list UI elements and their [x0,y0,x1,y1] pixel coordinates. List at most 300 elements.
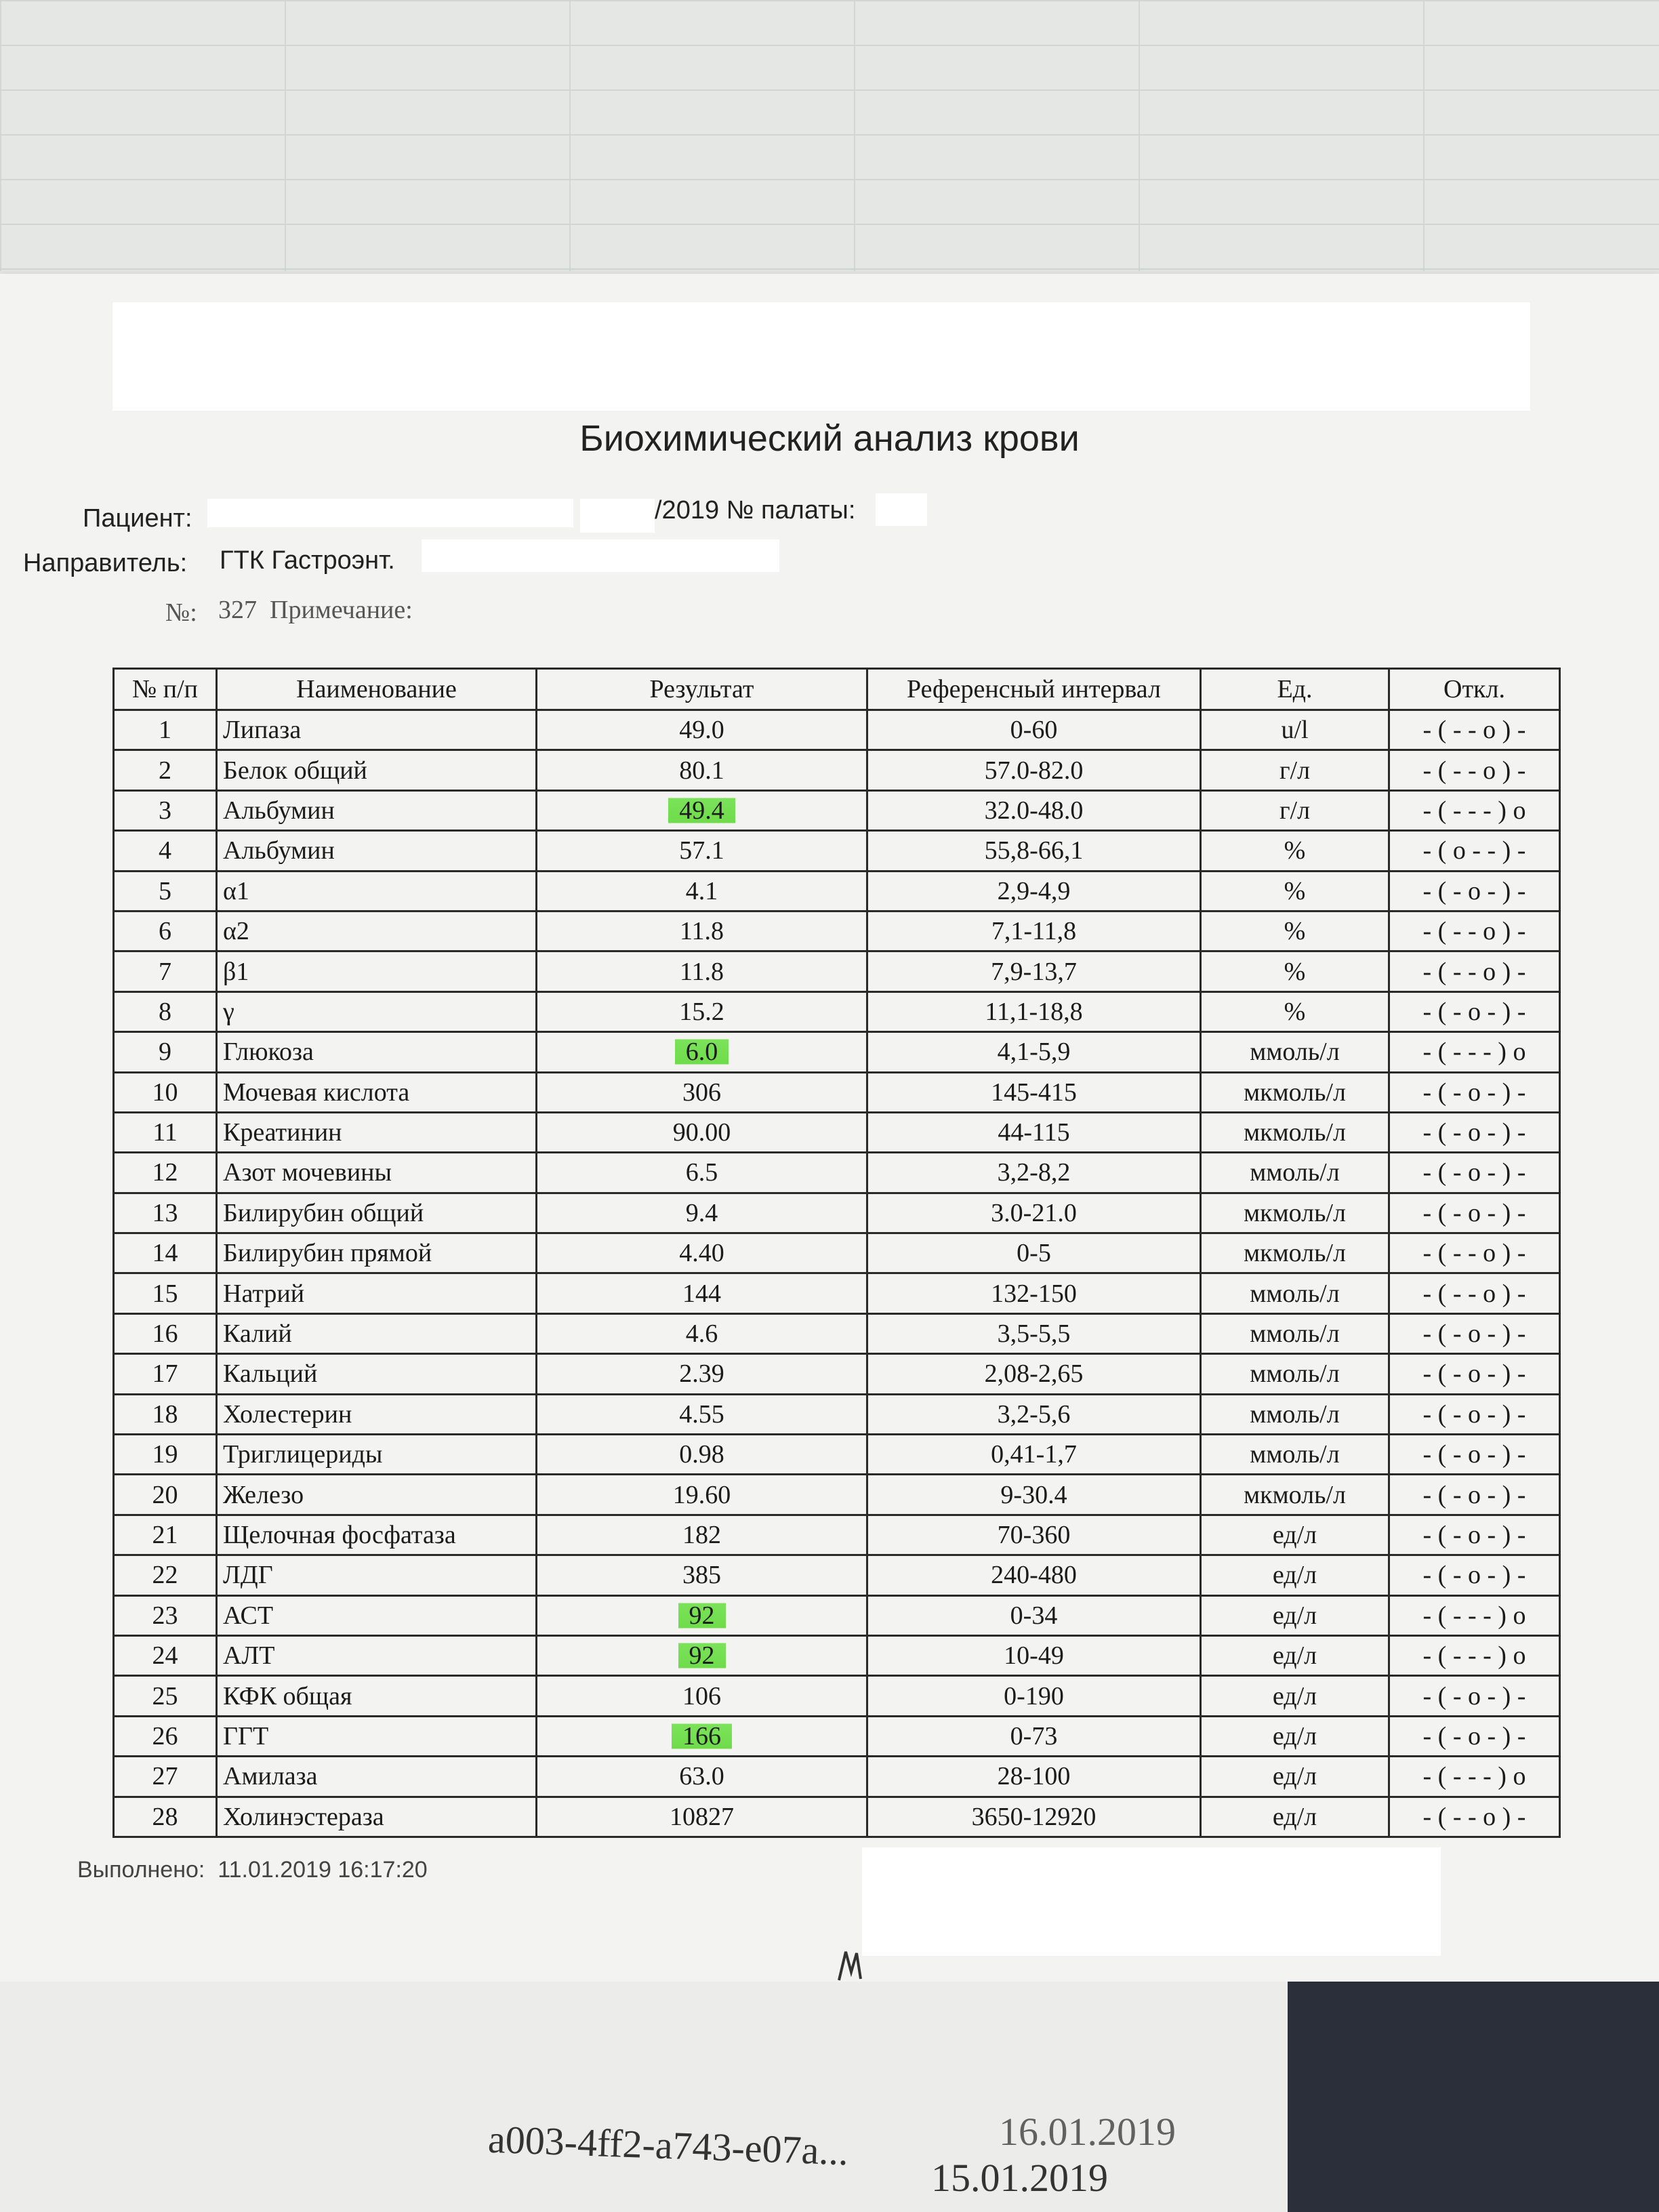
row-unit-cell [1201,831,1389,871]
row-number: 7 [159,957,171,986]
row-number: 4 [159,836,171,865]
row-deviation: - ( - о - ) - [1422,1198,1526,1227]
row-number-cell [114,1112,217,1152]
row-name: α2 [223,917,249,946]
row-name: Альбумин [223,836,335,865]
row-name-cell [217,1635,537,1675]
row-name: ЛДГ [223,1561,273,1590]
row-reference-cell [867,1153,1201,1193]
row-number-cell [114,790,217,830]
row-reference-cell [867,1716,1201,1756]
row-number: 17 [152,1359,178,1389]
row-deviation-cell [1389,790,1560,830]
row-reference-cell [867,1676,1201,1716]
row-result: 49.0 [679,716,724,745]
row-result-cell [537,1112,867,1152]
row-result-cell [537,1676,867,1716]
row-reference: 2,08-2,65 [984,1359,1084,1389]
row-name-cell [217,790,537,830]
table-row [114,1515,1560,1555]
row-result-cell [537,1635,867,1675]
row-reference: 0,41-1,7 [991,1440,1077,1469]
row-result: 11.8 [679,917,724,946]
row-number-cell [114,1273,217,1313]
row-result: 10827 [670,1802,734,1831]
row-unit-cell [1201,1032,1389,1072]
row-result: 9.4 [685,1198,718,1227]
row-reference-cell [867,1072,1201,1112]
row-name-cell [217,1354,537,1394]
row-deviation: - ( - о - ) - [1422,1319,1526,1349]
row-result-cell [537,871,867,911]
row-reference: 10-49 [1004,1641,1064,1671]
row-deviation-cell [1389,1475,1560,1515]
row-number-cell [114,831,217,871]
row-deviation: - ( - о - ) - [1422,1158,1526,1187]
row-deviation: - ( - о - ) - [1422,1721,1526,1750]
row-reference: 32.0-48.0 [984,796,1084,825]
row-unit: ед/л [1272,1601,1317,1630]
row-deviation-cell [1389,991,1560,1031]
row-unit: ммоль/л [1250,1440,1340,1469]
redacted-referrer [422,539,779,572]
row-reference-cell [867,1394,1201,1434]
row-result: 92 [678,1641,726,1670]
redacted-header [112,302,1530,411]
row-deviation: - ( - о - ) - [1422,876,1526,905]
row-result: 4.40 [679,1239,724,1268]
header-unit: Ед. [1201,669,1389,710]
header-reference: Референсный интервал [867,669,1201,710]
row-deviation-cell [1389,1635,1560,1675]
row-result-cell [537,951,867,991]
row-name-cell [217,1112,537,1152]
table-row [114,1233,1560,1273]
row-number: 12 [152,1158,178,1187]
row-name-cell [217,1313,537,1353]
row-name-cell [217,911,537,951]
row-result: 92 [678,1601,726,1630]
lower-sheet-date-2: 16.01.2019 [999,2110,1176,2154]
row-unit-cell [1201,951,1389,991]
number-value: 327 [218,596,257,624]
row-number: 23 [152,1601,178,1630]
table-row [114,1716,1560,1756]
row-name-cell [217,1595,537,1635]
row-name: Натрий [223,1279,305,1308]
row-deviation-cell [1389,1354,1560,1394]
row-reference: 3,5-5,5 [997,1319,1071,1349]
table-row [114,750,1560,790]
row-deviation-cell [1389,1193,1560,1233]
row-reference-cell [867,1555,1201,1595]
table-row [114,1595,1560,1635]
row-deviation-cell [1389,1032,1560,1072]
row-name-cell [217,831,537,871]
row-deviation: - ( - о - ) - [1422,1521,1526,1549]
completed-timestamp [77,1857,428,1883]
row-reference: 57.0-82.0 [984,756,1084,785]
row-reference: 0-190 [1004,1681,1064,1711]
row-number-cell [114,1757,217,1797]
row-result: 0.98 [679,1440,724,1469]
row-deviation-cell [1389,1757,1560,1797]
row-name: Кальций [223,1359,318,1389]
row-unit-cell [1201,991,1389,1031]
row-reference: 70-360 [997,1521,1071,1549]
row-deviation-cell [1389,831,1560,871]
row-deviation: - ( о - - ) - [1422,836,1526,865]
row-number-cell [114,871,217,911]
row-result: 90.00 [672,1118,731,1147]
row-result: 15.2 [679,997,724,1026]
row-unit-cell [1201,1555,1389,1595]
row-number-cell [114,1032,217,1072]
row-reference-cell [867,1032,1201,1072]
page-title: Биохимический анализ крови [579,418,1080,459]
row-deviation-cell [1389,1153,1560,1193]
row-number-cell [114,1354,217,1394]
row-unit-cell [1201,911,1389,951]
row-name-cell [217,951,537,991]
row-number-cell [114,1595,217,1635]
row-unit-cell [1201,710,1389,750]
row-reference-cell [867,911,1201,951]
row-deviation-cell [1389,750,1560,790]
row-reference: 0-73 [1010,1721,1058,1750]
row-unit: ммоль/л [1250,1158,1340,1187]
row-reference: 3.0-21.0 [991,1198,1077,1227]
row-result-cell [537,1716,867,1756]
redacted-signature-block [862,1847,1441,1956]
row-reference-cell [867,1273,1201,1313]
table-row [114,1475,1560,1515]
row-unit: ед/л [1272,1521,1317,1549]
row-unit: % [1284,957,1306,986]
row-name-cell [217,1193,537,1233]
row-reference: 240-480 [991,1561,1077,1590]
table-row [114,1032,1560,1072]
row-unit: мкмоль/л [1244,1239,1346,1268]
row-unit: ммоль/л [1250,1038,1340,1067]
row-unit-cell [1201,1193,1389,1233]
row-reference: 2,9-4,9 [997,876,1071,905]
row-result: 63.0 [679,1762,724,1791]
row-reference-cell [867,1193,1201,1233]
row-deviation-cell [1389,1273,1560,1313]
row-result: 6.0 [675,1038,729,1066]
row-number: 19 [152,1440,178,1469]
row-deviation-cell [1389,871,1560,911]
row-deviation: - ( - - о ) - [1422,1239,1526,1268]
table-row [114,1676,1560,1716]
row-reference: 4,1-5,9 [997,1038,1071,1067]
row-number-cell [114,1153,217,1193]
table-row [114,1072,1560,1112]
row-result-cell [537,991,867,1031]
row-unit-cell [1201,1757,1389,1797]
row-name: Белок общий [223,756,367,785]
row-result-cell [537,1757,867,1797]
row-number: 10 [152,1078,178,1107]
row-number: 9 [159,1038,171,1067]
row-unit-cell [1201,1635,1389,1675]
row-number-cell [114,710,217,750]
row-reference-cell [867,710,1201,750]
row-unit-cell [1201,1233,1389,1273]
row-number: 26 [152,1721,178,1750]
row-reference-cell [867,1797,1201,1837]
row-name: Билирубин общий [223,1198,424,1227]
row-unit: u/l [1281,716,1309,745]
row-number-cell [114,750,217,790]
row-unit-cell [1201,871,1389,911]
row-name-cell [217,1797,537,1837]
row-unit: ед/л [1272,1641,1317,1671]
row-result-cell [537,1475,867,1515]
row-result: 144 [682,1279,721,1308]
row-unit: г/л [1279,796,1311,825]
table-row [114,871,1560,911]
row-deviation: - ( - о - ) - [1422,1480,1526,1509]
row-result-cell [537,750,867,790]
row-deviation-cell [1389,951,1560,991]
row-deviation-cell [1389,1555,1560,1595]
row-unit: % [1284,997,1306,1026]
row-unit-cell [1201,1394,1389,1434]
row-result-cell [537,1233,867,1273]
row-deviation-cell [1389,1515,1560,1555]
row-deviation-cell [1389,1797,1560,1837]
row-unit: ед/л [1272,1762,1317,1791]
table-row [114,1354,1560,1394]
row-reference-cell [867,1595,1201,1635]
row-name: ГГТ [223,1721,269,1750]
row-reference-cell [867,1475,1201,1515]
row-number: 28 [152,1802,178,1831]
row-result-cell [537,1515,867,1555]
row-number-cell [114,1394,217,1434]
table-row [114,1635,1560,1675]
row-result: 4.6 [685,1319,718,1349]
row-name-cell [217,1273,537,1313]
row-unit: ммоль/л [1250,1279,1340,1308]
header-name: Наименование [217,669,537,710]
row-number: 5 [159,876,171,905]
row-result: 166 [672,1722,732,1750]
row-deviation: - ( - о - ) - [1422,1118,1526,1147]
row-deviation: - ( - о - ) - [1422,1399,1526,1429]
row-number-cell [114,991,217,1031]
row-name: КФК общая [223,1681,352,1711]
row-result-cell [537,1394,867,1434]
row-number-cell [114,1716,217,1756]
row-reference-cell [867,1313,1201,1353]
table-row [114,951,1560,991]
row-unit-cell [1201,1716,1389,1756]
table-row [114,1153,1560,1193]
row-name: Альбумин [223,796,335,825]
table-row [114,991,1560,1031]
row-result: 306 [682,1078,721,1107]
row-deviation-cell [1389,1676,1560,1716]
row-deviation: - ( - о - ) - [1422,1681,1526,1711]
row-unit-cell [1201,1595,1389,1635]
redacted-patient-date [580,499,655,533]
referrer-value: ГТК Гастроэнт. [220,546,395,575]
row-name: Амилаза [223,1762,318,1791]
row-result-cell [537,831,867,871]
row-name: Холестерин [223,1399,352,1429]
row-unit: мкмоль/л [1244,1198,1346,1227]
row-reference: 9-30.4 [1000,1480,1067,1509]
row-number: 20 [152,1480,178,1509]
row-name: Холинэстераза [223,1802,384,1831]
row-deviation: - ( - - - ) о [1422,796,1526,825]
patient-label: Пациент: [83,504,192,533]
row-reference-cell [867,991,1201,1031]
table-row [114,1273,1560,1313]
row-number-cell [114,1233,217,1273]
row-unit-cell [1201,1112,1389,1152]
header-number: № п/п [114,669,217,710]
row-number: 3 [159,796,171,825]
row-reference-cell [867,1112,1201,1152]
lower-sheet-text: a003-4ff2-a743-e07a... [487,2116,849,2174]
row-deviation: - ( - - - ) о [1422,1762,1526,1791]
row-deviation: - ( - - о ) - [1422,1279,1526,1308]
row-deviation: - ( - - о ) - [1422,716,1526,745]
row-name: Калий [223,1319,292,1349]
row-number-cell [114,1515,217,1555]
note-label: Примечание: [270,596,413,624]
signature-mark [834,1945,874,1986]
row-unit-cell [1201,1354,1389,1394]
row-reference-cell [867,871,1201,911]
row-number-cell [114,1635,217,1675]
row-unit-cell [1201,1072,1389,1112]
table-row [114,831,1560,871]
row-name-cell [217,1515,537,1555]
row-unit-cell [1201,1515,1389,1555]
row-result: 49.4 [668,796,735,825]
table-row [114,1313,1560,1353]
row-deviation-cell [1389,1716,1560,1756]
row-reference-cell [867,1435,1201,1475]
row-number-cell [114,951,217,991]
row-number: 2 [159,756,171,785]
row-unit: ед/л [1272,1561,1317,1590]
row-result: 4.55 [679,1399,724,1429]
row-result-cell [537,1193,867,1233]
table-body [114,710,1560,1837]
row-unit-cell [1201,1475,1389,1515]
row-name: Щелочная фосфатаза [223,1521,456,1549]
row-reference-cell [867,1233,1201,1273]
number-label: №: [165,598,197,627]
row-name-cell [217,1716,537,1756]
row-reference: 7,9-13,7 [991,957,1077,986]
row-unit: мкмоль/л [1244,1480,1346,1509]
table-row [114,1797,1560,1837]
row-name-cell [217,1475,537,1515]
row-result: 19.60 [672,1480,731,1509]
row-number-cell [114,1435,217,1475]
row-reference: 7,1-11,8 [991,917,1077,946]
row-reference: 11,1-18,8 [985,997,1083,1026]
row-unit: мкмоль/л [1244,1118,1346,1147]
row-name: α1 [223,876,249,905]
row-name-cell [217,1757,537,1797]
row-number-cell [114,1313,217,1353]
row-deviation-cell [1389,1313,1560,1353]
row-reference: 145-415 [991,1078,1077,1107]
row-name-cell [217,710,537,750]
row-name: АСТ [223,1601,274,1630]
row-name-cell [217,1072,537,1112]
row-name-cell [217,1555,537,1595]
row-deviation: - ( - о - ) - [1422,1440,1526,1469]
row-result-cell [537,1313,867,1353]
row-reference: 55,8-66,1 [984,836,1084,865]
row-name: Креатинин [223,1118,342,1147]
table-row [114,790,1560,830]
row-number-cell [114,1475,217,1515]
row-number: 11 [152,1118,178,1147]
row-reference-cell [867,951,1201,991]
row-deviation-cell [1389,1072,1560,1112]
header-result: Результат [537,669,867,710]
row-number: 22 [152,1561,178,1590]
row-number: 27 [152,1762,178,1791]
row-deviation: - ( - - о ) - [1422,756,1526,785]
row-result-cell [537,1273,867,1313]
referrer-label: Направитель: [23,549,188,577]
row-deviation-cell [1389,1595,1560,1635]
row-unit-cell [1201,1676,1389,1716]
row-result: 6.5 [685,1158,718,1187]
row-number: 18 [152,1399,178,1429]
row-reference: 28-100 [997,1762,1071,1791]
row-unit: ед/л [1272,1802,1317,1831]
results-table [112,668,1561,1838]
row-number-cell [114,1676,217,1716]
row-result-cell [537,1354,867,1394]
table-header-row [114,669,1560,710]
row-name: Железо [223,1480,304,1509]
row-name-cell [217,1233,537,1273]
row-name: Липаза [223,716,302,745]
row-unit: г/л [1279,756,1311,785]
row-number: 13 [152,1198,178,1227]
row-reference: 132-150 [991,1279,1077,1308]
row-result-cell [537,1072,867,1112]
row-name: Мочевая кислота [223,1078,410,1107]
table-row [114,1193,1560,1233]
row-deviation-cell [1389,1394,1560,1434]
row-result: 57.1 [679,836,724,865]
row-number: 8 [159,997,171,1026]
row-number: 14 [152,1239,178,1268]
row-result: 182 [682,1521,721,1549]
row-name-cell [217,1394,537,1434]
row-reference: 44-115 [998,1118,1070,1147]
row-unit-cell [1201,1797,1389,1837]
row-name: Глюкоза [223,1038,314,1067]
row-name-cell [217,1153,537,1193]
row-unit: % [1284,917,1306,946]
row-deviation: - ( - - о ) - [1422,917,1526,946]
